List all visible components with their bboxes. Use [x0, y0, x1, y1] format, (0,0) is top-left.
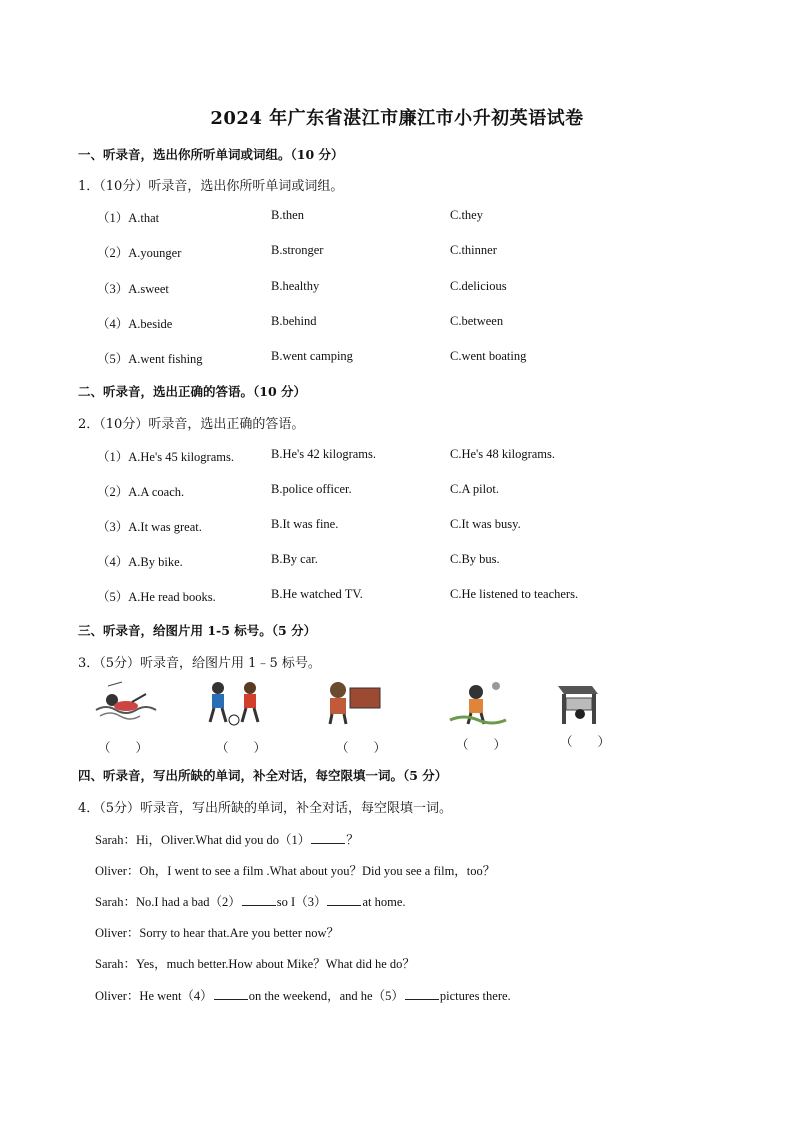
- girl-playing-picture: [444, 680, 524, 728]
- option-a: （5）A.went fishing: [97, 352, 203, 366]
- option-c: C.they: [450, 208, 483, 222]
- option-c: C.thinner: [450, 243, 497, 257]
- option-b: B.stronger: [271, 243, 324, 257]
- option-a: （3）A.It was great.: [97, 520, 202, 534]
- option-c: C.delicious: [450, 279, 507, 293]
- option-row: [97, 552, 717, 572]
- option-row: [97, 587, 717, 607]
- dialogue-line: [95, 923, 339, 941]
- desk-picture: [548, 680, 628, 728]
- answer-blank[interactable]: [405, 988, 439, 1000]
- page-title: 2024 年广东省湛江市廉江市小升初英语试卷: [210, 108, 584, 129]
- answer-paren: （ ）: [98, 741, 149, 755]
- option-a: （2）A.younger: [97, 246, 182, 260]
- option-row: [97, 349, 717, 369]
- reading-picture: [318, 680, 398, 728]
- answer-blank[interactable]: [242, 894, 276, 906]
- section-3-heading: 三、听录音，给图片用 1-5 标号。（5 分）: [78, 623, 317, 638]
- answer-blank[interactable]: [214, 988, 248, 1000]
- option-c: C.between: [450, 314, 504, 328]
- question-3: 3．（5分）听录音，给图片用 1﹣5 标号。: [78, 656, 321, 671]
- football-picture: [200, 680, 280, 728]
- option-b: B.healthy: [271, 279, 320, 293]
- option-b: B.then: [271, 208, 304, 222]
- dialogue-text: so I（3）: [276, 895, 327, 909]
- answer-paren: （ ）: [456, 738, 507, 752]
- question-1: 1．（10分）听录音，选出你所听单词或词组。: [78, 179, 344, 194]
- option-b: B.It was fine.: [271, 517, 339, 531]
- answer-paren: （ ）: [560, 735, 611, 749]
- option-row: [97, 208, 717, 228]
- option-a: （2）A.A coach.: [97, 485, 185, 499]
- option-c: C.He listened to teachers.: [450, 587, 579, 601]
- option-row: [97, 243, 717, 263]
- option-c: C.He's 48 kilograms.: [450, 447, 556, 461]
- option-a: （5）A.He read books.: [97, 590, 216, 604]
- section-1-heading: 一、听录音，选出你所听单词或词组。（10 分）: [78, 147, 344, 162]
- dialogue-text: ？: [346, 833, 359, 847]
- swimming-picture: [92, 680, 172, 728]
- dialogue-text: on the weekend，and he（5）: [248, 989, 404, 1003]
- option-b: B.went camping: [271, 349, 353, 363]
- dialogue-text: Oliver：Sorry to hear that.Are you better now？: [95, 926, 340, 940]
- dialogue-text: at home.: [362, 895, 406, 909]
- option-row: [97, 517, 717, 537]
- option-a: （1）A.He's 45 kilograms.: [97, 450, 234, 464]
- option-b: B.He watched TV.: [271, 587, 363, 601]
- option-b: B.He's 42 kilograms.: [271, 447, 377, 461]
- answer-paren: （ ）: [336, 741, 387, 755]
- dialogue-line: [95, 954, 415, 972]
- dialogue-text: Sarah：Yes，much better.How about Mike？What did he do？: [95, 957, 415, 971]
- dialogue-text: Oliver：He went（4）: [95, 989, 213, 1003]
- dialogue-text: Oliver：Oh，I went to see a film .What about you？Did you see a film，too？: [95, 864, 496, 878]
- option-a: （4）A.beside: [97, 317, 173, 331]
- option-c: C.went boating: [450, 349, 527, 363]
- dialogue-line: [95, 830, 359, 848]
- option-row: [97, 447, 717, 467]
- option-a: （1）A.that: [97, 211, 160, 225]
- option-a: （3）A.sweet: [97, 282, 169, 296]
- answer-blank[interactable]: [327, 894, 361, 906]
- dialogue-text: Sarah：Hi，Oliver.What did you do（1）: [95, 833, 311, 847]
- dialogue-line: [95, 861, 495, 879]
- option-b: B.behind: [271, 314, 317, 328]
- option-c: C.By bus.: [450, 552, 500, 566]
- answer-paren: （ ）: [216, 741, 267, 755]
- dialogue-line: [95, 986, 511, 1004]
- section-4-heading: 四、听录音，写出所缺的单词，补全对话，每空限填一词。（5 分）: [78, 768, 448, 783]
- option-row: [97, 314, 717, 334]
- option-row: [97, 482, 717, 502]
- dialogue-text: Sarah：No.I had a bad（2）: [95, 895, 241, 909]
- option-c: C.It was busy.: [450, 517, 521, 531]
- section-2-heading: 二、听录音，选出正确的答语。（10 分）: [78, 384, 306, 399]
- dialogue-line: [95, 892, 406, 910]
- question-2: 2．（10分）听录音，选出正确的答语。: [78, 417, 305, 432]
- option-b: B.By car.: [271, 552, 318, 566]
- option-row: [97, 279, 717, 299]
- dialogue-text: pictures there.: [439, 989, 511, 1003]
- answer-blank[interactable]: [311, 832, 345, 844]
- option-c: C.A pilot.: [450, 482, 499, 496]
- option-a: （4）A.By bike.: [97, 555, 183, 569]
- option-b: B.police officer.: [271, 482, 352, 496]
- question-4: 4．（5分）听录音，写出所缺的单词，补全对话，每空限填一词。: [78, 801, 453, 816]
